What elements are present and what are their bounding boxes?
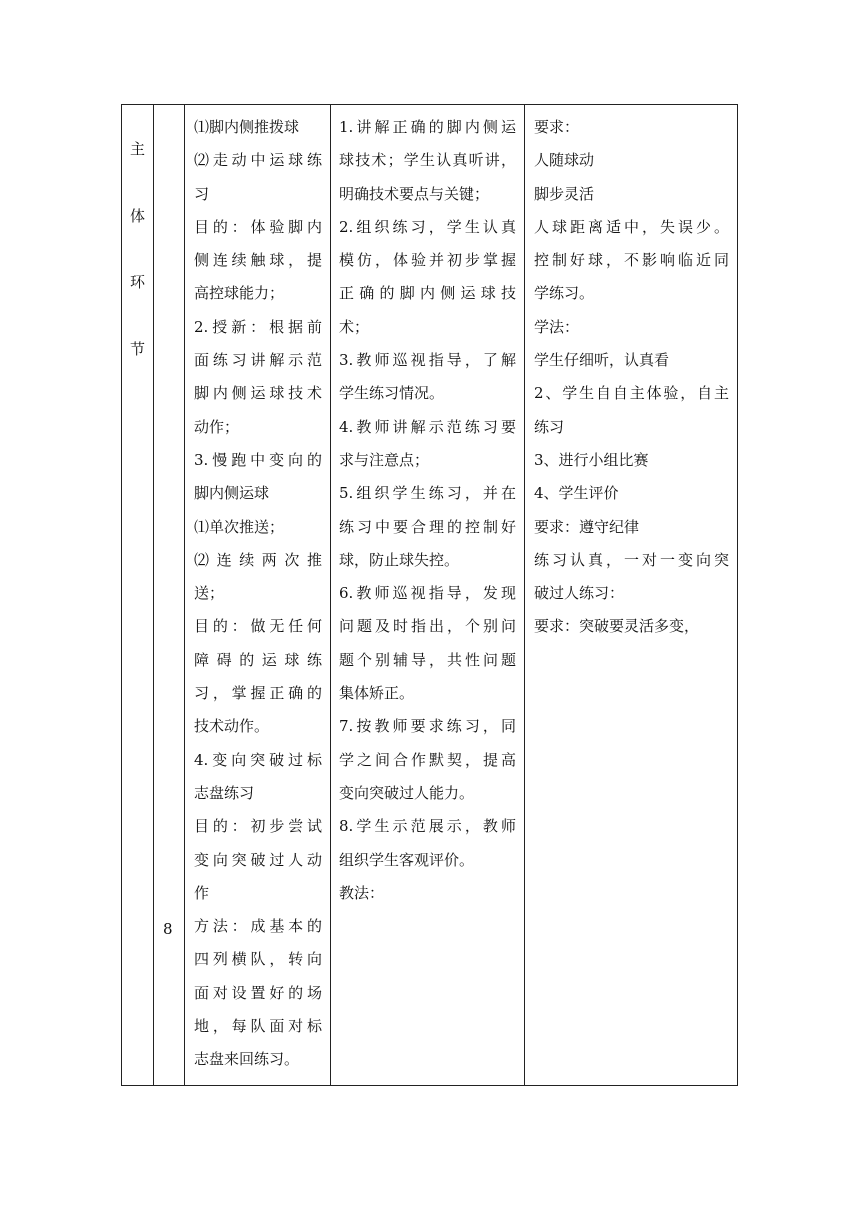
content-line: 习 xyxy=(194,184,210,203)
section-label-char: 环 xyxy=(129,273,145,292)
student-line: 4、学生评价 xyxy=(534,484,619,503)
teacher-line: 1.讲解正确的脚内侧运 xyxy=(339,118,516,136)
content-line: 送； xyxy=(194,584,225,603)
content-line: 3.慢跑中变向的 xyxy=(194,450,322,469)
teacher-activity-cell xyxy=(331,105,525,1086)
student-line: 2、学生自自主体验，自主 xyxy=(534,384,729,403)
content-line: 目的：体验脚内 xyxy=(194,217,322,236)
content-line: ⑵连续两次推 xyxy=(194,550,322,569)
teacher-line: 正确的脚内侧运球技 xyxy=(339,284,516,303)
student-line: 学法： xyxy=(534,317,580,336)
content-line: 动作； xyxy=(194,417,240,436)
table-row xyxy=(122,105,738,1086)
content-line: 目的：做无任何 xyxy=(194,617,322,636)
lesson-plan-table xyxy=(121,104,738,1086)
student-line: 要求： xyxy=(534,118,580,136)
student-line: 控制好球，不影响临近同 xyxy=(534,251,729,270)
teacher-line: 模仿，体验并初步掌握 xyxy=(339,251,516,270)
teacher-line: 2.组织练习，学生认真 xyxy=(339,217,516,236)
teacher-line: 5.组织学生练习，并在 xyxy=(339,484,516,503)
teacher-line: 3.教师巡视指导，了解 xyxy=(339,351,516,370)
content-line: 目的：初步尝试 xyxy=(194,817,322,836)
content-line: 面练习讲解示范 xyxy=(194,351,322,370)
teacher-line: 求与注意点； xyxy=(339,450,430,469)
content-line: 变向突破过人动 xyxy=(194,850,322,869)
student-line: 要求：遵守纪律 xyxy=(534,517,640,536)
content-line: ⑵走动中运球练 xyxy=(194,151,322,170)
student-line: 练习认真，一对一变向突 xyxy=(534,550,729,569)
content-line: 习，掌握正确的 xyxy=(194,684,322,703)
section-label-char: 节 xyxy=(129,339,145,358)
student-line: 要求：突破要灵活多变， xyxy=(534,617,700,636)
student-line: 人随球动 xyxy=(534,151,595,170)
section-label-char: 主 xyxy=(129,140,145,158)
content-line: 脚内侧运球 xyxy=(194,484,270,503)
content-line: 障碍的运球练 xyxy=(194,650,322,669)
student-line: 练习 xyxy=(534,417,565,436)
student-line: 学练习。 xyxy=(534,284,595,303)
student-line: 3、进行小组比赛 xyxy=(534,450,649,469)
teacher-line: 8.学生示范展示，教师 xyxy=(339,817,516,836)
teacher-line: 问题及时指出，个别问 xyxy=(339,617,516,636)
content-line: 2.授新：根据前 xyxy=(194,317,322,336)
student-line: 学生仔细听，认真看 xyxy=(534,351,670,370)
content-line: 志盘来回练习。 xyxy=(194,1050,300,1069)
teacher-line: 集体矫正。 xyxy=(339,684,415,703)
teacher-line: 球技术；学生认真听讲， xyxy=(339,151,516,170)
content-line: ⑴脚内侧推拨球 xyxy=(194,118,300,136)
content-cell xyxy=(185,105,331,1086)
teacher-line: 学生练习情况。 xyxy=(339,384,445,403)
teacher-line: 4.教师讲解示范练习要 xyxy=(339,417,516,436)
student-line: 破过人练习： xyxy=(534,584,625,603)
section-label-char: 体 xyxy=(129,206,145,225)
section-label-cell xyxy=(122,105,154,1086)
content-line: 方法：成基本的 xyxy=(194,917,322,936)
teacher-line: 7.按教师要求练习，同 xyxy=(339,717,516,736)
teacher-line: 明确技术要点与关键； xyxy=(339,184,490,203)
content-line: 脚内侧运球技术 xyxy=(194,384,322,403)
student-line: 人球距离适中，失误少。 xyxy=(534,217,729,236)
student-activity-cell xyxy=(525,105,738,1086)
content-line: 4.变向突破过标 xyxy=(194,750,322,769)
teacher-line: 题个别辅导，共性问题 xyxy=(339,650,516,669)
teacher-line: 6.教师巡视指导，发现 xyxy=(339,584,516,603)
time-value: 8 xyxy=(163,920,173,938)
teacher-line: 学之间合作默契，提高 xyxy=(339,750,516,769)
time-cell xyxy=(154,105,185,1086)
content-line: 四列横队，转向 xyxy=(194,950,322,969)
content-line: 侧连续触球，提 xyxy=(194,251,322,270)
teacher-line: 组织学生客观评价。 xyxy=(339,850,475,869)
content-line: 地，每队面对标 xyxy=(194,1017,322,1036)
content-line: 作 xyxy=(194,883,210,902)
content-line: 面对设置好的场 xyxy=(194,983,322,1002)
teacher-line: 教法： xyxy=(339,883,385,902)
teacher-line: 练习中要合理的控制好 xyxy=(339,517,516,536)
content-line: ⑴单次推送； xyxy=(194,517,285,536)
content-line: 技术动作。 xyxy=(194,717,270,736)
teacher-line: 变向突破过人能力。 xyxy=(339,783,475,802)
content-line: 高控球能力； xyxy=(194,284,285,303)
teacher-line: 术； xyxy=(339,317,370,336)
teacher-line: 球，防止球失控。 xyxy=(339,550,460,569)
content-line: 志盘练习 xyxy=(194,783,255,802)
student-line: 脚步灵活 xyxy=(534,184,595,203)
